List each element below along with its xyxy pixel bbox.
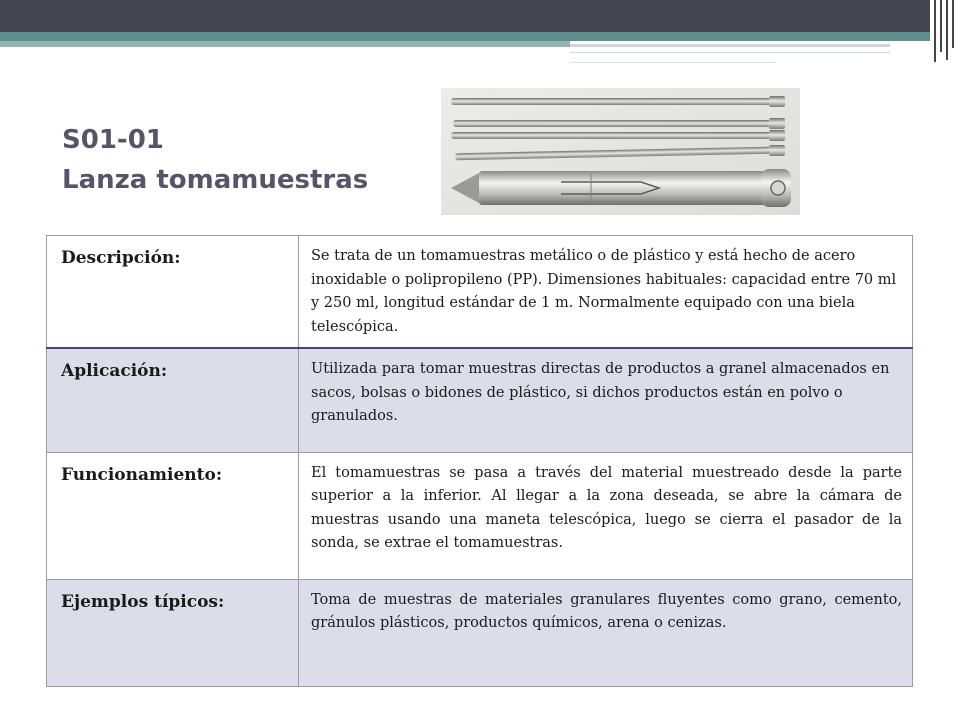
row-text: Se trata de un tomamuestras metálico o de plástico y está hecho de acero inoxidable o polipropileno (PP). Dimensiones habituales: capacidad entre 70 ml y 250 ml, longitud estándar de 1 m. Normalmente equipado con una biela telescópica. [299, 236, 913, 349]
slide-code: S01-01 [62, 125, 164, 155]
row-text: El tomamuestras se pasa a través del material muestreado desde la parte superior a la inferior. Al llegar a la zona deseada, se abre la cámara de muestras usando una maneta telescópica, luego se cierra el pasador de la sonda, se extrae el tomamuestras. [299, 452, 913, 579]
row-label: Funcionamiento: [47, 452, 299, 579]
row-text: Toma de muestras de materiales granulares fluyentes como grano, cemento, gránulos plásticos, productos químicos, arena o cenizas. [299, 579, 913, 686]
header-accent-stripe [0, 41, 570, 47]
row-label: Ejemplos típicos: [47, 579, 299, 686]
slide-title [62, 120, 368, 200]
header-divider-line [570, 44, 890, 47]
sampling-lance-photo [441, 88, 800, 215]
row-label: Descripción: [47, 236, 299, 349]
header-bar [0, 0, 930, 32]
header-accent-bar [0, 32, 930, 41]
info-table [46, 235, 913, 687]
row-label: Aplicación: [47, 348, 299, 452]
row-text: Utilizada para tomar muestras directas de productos a granel almacenados en sacos, bolsas o bidones de plástico, si dichos productos están en polvo o granulados. [299, 348, 913, 452]
table-row [47, 452, 913, 579]
table-row [47, 236, 913, 349]
table-row [47, 348, 913, 452]
header-divider-line [570, 52, 890, 53]
slide-heading: Lanza tomamuestras [62, 165, 369, 195]
header-divider-line [570, 62, 775, 63]
header-corner-decoration [930, 0, 960, 62]
table-row [47, 579, 913, 686]
